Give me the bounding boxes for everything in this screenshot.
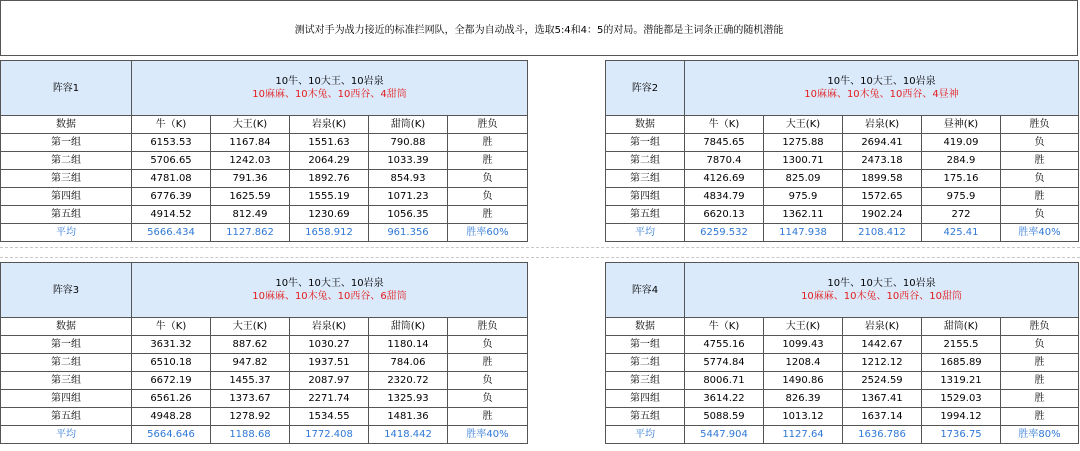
table-cell: 第二组 <box>606 152 685 170</box>
table-cell: 胜 <box>448 354 528 372</box>
table-cell: 6561.26 <box>132 390 211 408</box>
col-header: 甜筒(K) <box>369 318 448 336</box>
table-cell: 负 <box>448 372 528 390</box>
col-header: 岩泉(K) <box>290 318 369 336</box>
table-row <box>1 390 528 408</box>
table-cell: 1230.69 <box>290 206 369 224</box>
col-header: 岩泉(K) <box>290 116 369 134</box>
avg-cell: 平均 <box>606 426 685 444</box>
table-row <box>606 188 1079 206</box>
table-cell: 4914.52 <box>132 206 211 224</box>
divider <box>0 247 1080 248</box>
average-row <box>1 224 528 242</box>
table-cell: 1167.84 <box>211 134 290 152</box>
lineup-composition <box>685 61 1079 116</box>
table-cell: 1278.92 <box>211 408 290 426</box>
table-cell: 812.49 <box>211 206 290 224</box>
lineup-table-4 <box>605 262 1079 444</box>
divider <box>0 257 1080 258</box>
avg-cell: 胜率40% <box>448 426 528 444</box>
col-header: 胜负 <box>1001 116 1079 134</box>
table-cell: 第二组 <box>606 354 685 372</box>
table-cell: 胜 <box>1001 372 1079 390</box>
col-header: 胜负 <box>1001 318 1079 336</box>
composition-line1: 10牛、10大王、10岩泉 <box>827 278 936 289</box>
table-cell: 1275.88 <box>764 134 843 152</box>
avg-cell: 胜率40% <box>1001 224 1079 242</box>
table-cell: 1899.58 <box>843 170 922 188</box>
table-row <box>1 408 528 426</box>
average-row <box>606 224 1079 242</box>
table-cell: 1455.37 <box>211 372 290 390</box>
avg-cell: 5447.904 <box>685 426 764 444</box>
col-header: 数据 <box>1 318 132 336</box>
table-cell: 2271.74 <box>290 390 369 408</box>
table-cell: 826.39 <box>764 390 843 408</box>
table-cell: 第四组 <box>1 390 132 408</box>
table-cell: 第一组 <box>1 336 132 354</box>
avg-cell: 5664.646 <box>132 426 211 444</box>
table-row <box>1 354 528 372</box>
col-header: 胜负 <box>448 318 528 336</box>
table-cell: 1180.14 <box>369 336 448 354</box>
avg-cell: 1188.68 <box>211 426 290 444</box>
table-row <box>1 152 528 170</box>
table-cell: 胜 <box>448 408 528 426</box>
col-header: 大王(K) <box>211 116 290 134</box>
table-cell: 1529.03 <box>922 390 1001 408</box>
table-cell: 第一组 <box>606 336 685 354</box>
table-cell: 负 <box>1001 336 1079 354</box>
composition-line2-b: 10甜筒 <box>929 291 962 302</box>
avg-cell: 5666.434 <box>132 224 211 242</box>
col-header: 数据 <box>1 116 132 134</box>
table-cell: 1442.67 <box>843 336 922 354</box>
table-cell: 790.88 <box>369 134 448 152</box>
table-cell: 胜 <box>1001 188 1079 206</box>
table-cell: 胜 <box>448 134 528 152</box>
table-cell: 1242.03 <box>211 152 290 170</box>
table-cell: 4948.28 <box>132 408 211 426</box>
lineup-name: 阵容2 <box>606 61 685 116</box>
avg-cell: 平均 <box>606 224 685 242</box>
table-cell: 1551.63 <box>290 134 369 152</box>
lineup-name: 阵容3 <box>1 263 132 318</box>
table-cell: 第三组 <box>606 372 685 390</box>
column-header-row <box>606 116 1079 134</box>
avg-cell: 1736.75 <box>922 426 1001 444</box>
table-cell: 419.09 <box>922 134 1001 152</box>
avg-cell: 平均 <box>1 426 132 444</box>
col-header: 数据 <box>606 318 685 336</box>
col-header: 大王(K) <box>764 318 843 336</box>
table-cell: 8006.71 <box>685 372 764 390</box>
composition-line2-b: 4甜筒 <box>380 89 407 100</box>
avg-cell: 1636.786 <box>843 426 922 444</box>
average-row <box>1 426 528 444</box>
table-cell: 第三组 <box>1 372 132 390</box>
table-cell: 7845.65 <box>685 134 764 152</box>
table-cell: 胜 <box>448 152 528 170</box>
table-cell: 1071.23 <box>369 188 448 206</box>
table-cell: 第二组 <box>1 354 132 372</box>
table-row <box>1 188 528 206</box>
table-cell: 4834.79 <box>685 188 764 206</box>
table-cell: 975.9 <box>764 188 843 206</box>
table-cell: 1319.21 <box>922 372 1001 390</box>
table-cell: 第五组 <box>1 206 132 224</box>
avg-cell: 1772.408 <box>290 426 369 444</box>
table-cell: 1685.89 <box>922 354 1001 372</box>
col-header: 岩泉(K) <box>843 116 922 134</box>
avg-cell: 1418.442 <box>369 426 448 444</box>
lineup-composition <box>132 263 528 318</box>
table-cell: 947.82 <box>211 354 290 372</box>
table-cell: 1637.14 <box>843 408 922 426</box>
table-cell: 975.9 <box>922 188 1001 206</box>
composition-line2-b: 6甜筒 <box>380 291 407 302</box>
table-row <box>606 206 1079 224</box>
table-cell: 负 <box>448 188 528 206</box>
composition-line2-b: 4昼神 <box>932 89 959 100</box>
table-cell: 825.09 <box>764 170 843 188</box>
avg-cell: 2108.412 <box>843 224 922 242</box>
avg-cell: 胜率80% <box>1001 426 1079 444</box>
table-cell: 1937.51 <box>290 354 369 372</box>
composition-line1: 10牛、10大王、10岩泉 <box>275 76 384 87</box>
column-header-row <box>606 318 1079 336</box>
table-cell: 1572.65 <box>843 188 922 206</box>
table-cell: 1212.12 <box>843 354 922 372</box>
avg-cell: 1127.862 <box>211 224 290 242</box>
lineup-name: 阵容4 <box>606 263 685 318</box>
composition-line1: 10牛、10大王、10岩泉 <box>275 278 384 289</box>
table-cell: 791.36 <box>211 170 290 188</box>
table-cell: 负 <box>448 390 528 408</box>
table-cell: 第三组 <box>1 170 132 188</box>
table-cell: 负 <box>1001 206 1079 224</box>
table-row <box>1 170 528 188</box>
col-header: 牛（K) <box>685 318 764 336</box>
table-cell: 5774.84 <box>685 354 764 372</box>
header-banner <box>0 0 1078 56</box>
table-cell: 2087.97 <box>290 372 369 390</box>
table-row <box>606 408 1079 426</box>
table-cell: 1902.24 <box>843 206 922 224</box>
table-cell: 负 <box>448 170 528 188</box>
table-cell: 第四组 <box>1 188 132 206</box>
table-cell: 1994.12 <box>922 408 1001 426</box>
table-cell: 2694.41 <box>843 134 922 152</box>
table-cell: 4781.08 <box>132 170 211 188</box>
column-header-row <box>1 318 528 336</box>
table-cell: 3614.22 <box>685 390 764 408</box>
table-cell: 1325.93 <box>369 390 448 408</box>
table-row <box>1 336 528 354</box>
table-cell: 784.06 <box>369 354 448 372</box>
col-header: 大王(K) <box>211 318 290 336</box>
lineup-composition <box>685 263 1079 318</box>
table-cell: 3631.32 <box>132 336 211 354</box>
table-cell: 1555.19 <box>290 188 369 206</box>
avg-cell: 1658.912 <box>290 224 369 242</box>
composition-line2-a: 10麻麻、10木兔、10西谷、 <box>252 89 381 100</box>
table-cell: 1056.35 <box>369 206 448 224</box>
table-cell: 1367.41 <box>843 390 922 408</box>
table-cell: 1373.67 <box>211 390 290 408</box>
table-row <box>606 152 1079 170</box>
table-cell: 第五组 <box>1 408 132 426</box>
col-header: 胜负 <box>448 116 528 134</box>
table-cell: 5706.65 <box>132 152 211 170</box>
table-cell: 胜 <box>1001 390 1079 408</box>
table-cell: 第五组 <box>606 408 685 426</box>
lineup-table-2 <box>605 60 1079 242</box>
col-header: 牛（K) <box>132 318 211 336</box>
table-row <box>606 354 1079 372</box>
table-cell: 1481.36 <box>369 408 448 426</box>
table-cell: 2064.29 <box>290 152 369 170</box>
avg-cell: 425.41 <box>922 224 1001 242</box>
table-cell: 1030.27 <box>290 336 369 354</box>
average-row <box>606 426 1079 444</box>
table-cell: 6672.19 <box>132 372 211 390</box>
table-cell: 2320.72 <box>369 372 448 390</box>
lineup-composition <box>132 61 528 116</box>
table-cell: 1033.39 <box>369 152 448 170</box>
composition-line2-a: 10麻麻、10木兔、10西谷、 <box>804 89 933 100</box>
col-header: 大王(K) <box>764 116 843 134</box>
table-cell: 负 <box>1001 134 1079 152</box>
table-cell: 175.16 <box>922 170 1001 188</box>
table-cell: 854.93 <box>369 170 448 188</box>
table-cell: 胜 <box>1001 152 1079 170</box>
table-cell: 6510.18 <box>132 354 211 372</box>
col-header: 牛（K) <box>132 116 211 134</box>
table-row <box>606 372 1079 390</box>
table-cell: 1362.11 <box>764 206 843 224</box>
table-cell: 第四组 <box>606 390 685 408</box>
table-cell: 1013.12 <box>764 408 843 426</box>
table-cell: 2473.18 <box>843 152 922 170</box>
table-row <box>606 170 1079 188</box>
table-row <box>1 134 528 152</box>
avg-cell: 6259.532 <box>685 224 764 242</box>
table-cell: 1490.86 <box>764 372 843 390</box>
composition-line1: 10牛、10大王、10岩泉 <box>827 76 936 87</box>
table-cell: 7870.4 <box>685 152 764 170</box>
table-row <box>1 372 528 390</box>
lineup-table-1 <box>0 60 528 242</box>
table-row <box>606 134 1079 152</box>
col-header: 牛（K) <box>685 116 764 134</box>
column-header-row <box>1 116 528 134</box>
col-header: 甜筒(K) <box>922 318 1001 336</box>
table-cell: 284.9 <box>922 152 1001 170</box>
table-cell: 4755.16 <box>685 336 764 354</box>
table-cell: 1534.55 <box>290 408 369 426</box>
lineup-name: 阵容1 <box>1 61 132 116</box>
col-header: 数据 <box>606 116 685 134</box>
avg-cell: 平均 <box>1 224 132 242</box>
table-cell: 1099.43 <box>764 336 843 354</box>
table-cell: 第二组 <box>1 152 132 170</box>
avg-cell: 胜率60% <box>448 224 528 242</box>
table-cell: 2524.59 <box>843 372 922 390</box>
table-cell: 第一组 <box>606 134 685 152</box>
lineup-table-3 <box>0 262 528 444</box>
table-cell: 5088.59 <box>685 408 764 426</box>
col-header: 甜筒(K) <box>369 116 448 134</box>
table-cell: 第四组 <box>606 188 685 206</box>
table-cell: 第三组 <box>606 170 685 188</box>
table-cell: 胜 <box>1001 354 1079 372</box>
avg-cell: 1147.938 <box>764 224 843 242</box>
table-cell: 4126.69 <box>685 170 764 188</box>
table-cell: 1300.71 <box>764 152 843 170</box>
table-cell: 887.62 <box>211 336 290 354</box>
table-cell: 第一组 <box>1 134 132 152</box>
header-text: 测试对手为战力接近的标准拦网队，全都为自动战斗，选取5:4和4：5的对局。潜能都是主词条正确的随机潜能 <box>294 24 784 36</box>
table-cell: 1892.76 <box>290 170 369 188</box>
table-cell: 胜 <box>1001 408 1079 426</box>
table-cell: 6620.13 <box>685 206 764 224</box>
table-row <box>1 206 528 224</box>
table-cell: 1208.4 <box>764 354 843 372</box>
composition-line2-a: 10麻麻、10木兔、10西谷、 <box>801 291 930 302</box>
col-header: 岩泉(K) <box>843 318 922 336</box>
table-row <box>606 390 1079 408</box>
avg-cell: 1127.64 <box>764 426 843 444</box>
table-cell: 负 <box>448 336 528 354</box>
table-cell: 1625.59 <box>211 188 290 206</box>
table-cell: 6153.53 <box>132 134 211 152</box>
table-cell: 胜 <box>448 206 528 224</box>
table-cell: 272 <box>922 206 1001 224</box>
table-cell: 第五组 <box>606 206 685 224</box>
avg-cell: 961.356 <box>369 224 448 242</box>
table-cell: 2155.5 <box>922 336 1001 354</box>
col-header: 昼神(K) <box>922 116 1001 134</box>
composition-line2-a: 10麻麻、10木兔、10西谷、 <box>252 291 381 302</box>
table-cell: 6776.39 <box>132 188 211 206</box>
table-row <box>606 336 1079 354</box>
table-cell: 负 <box>1001 170 1079 188</box>
